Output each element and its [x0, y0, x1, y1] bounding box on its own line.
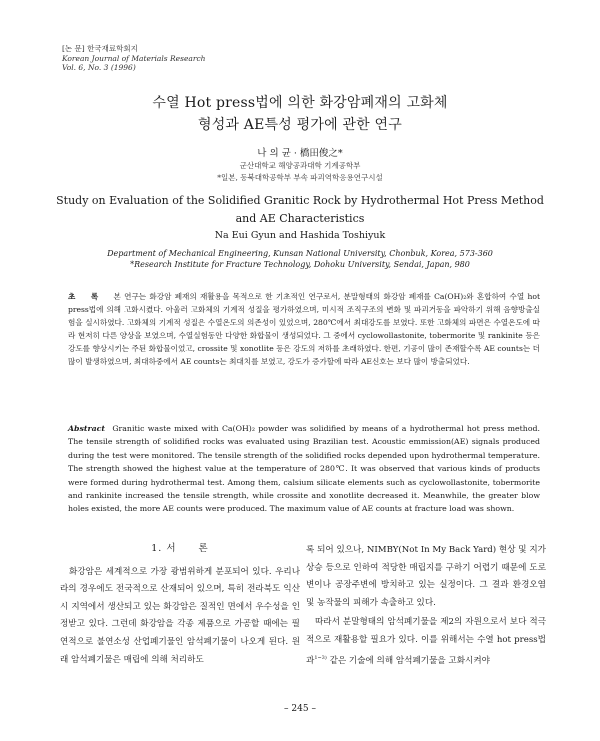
- journal-header-line2: Korean Journal of Materials Research: [62, 53, 206, 63]
- authors-korean: 나 의 균 · 橋田俊之*: [257, 148, 343, 159]
- affiliations-english: [0, 248, 600, 270]
- abstract-korean: [68, 290, 540, 368]
- authors-english: Na Eui Gyun and Hashida Toshiyuk: [214, 230, 386, 241]
- intro-paragraph-right-b-text: 따라서 분말형태의 암석폐기물을 제2의 자원으로서 보다 적극적으로 재활용할 필요가 있다. 이를 위해서는 수열 hot press법과: [306, 617, 546, 666]
- abstract-english-label: Abstract: [68, 424, 106, 433]
- title-english: Study on Evaluation of the Solidified Granitic Rock by Hydrothermal Hot Press Method and AE Characteristics: [56, 194, 544, 225]
- intro-paragraph-right-b: [306, 614, 546, 670]
- section-number: 1. 서: [151, 543, 177, 554]
- affiliations-korean: [0, 160, 600, 184]
- title-korean: [0, 92, 600, 136]
- affiliation-english-line1: Department of Mechanical Engineering, Kunsan National University, Chonbuk, Korea, 573-360: [107, 249, 493, 258]
- title-korean-line2: 형성과 AE특성 평가에 관한 연구: [197, 117, 403, 133]
- reference-superscript: 1~3): [314, 654, 327, 661]
- affiliation-korean-line2: *일본, 동북대학공학부 부속 파괴역학응용연구시설: [217, 173, 383, 182]
- journal-header: [62, 44, 205, 73]
- intro-paragraph-right-c-text: 같은 기술에 의해 암석폐기물을 고화시켜야: [329, 655, 490, 666]
- abstract-korean-label: 초 록: [68, 292, 105, 301]
- page-number: – 245 –: [284, 704, 316, 714]
- section-title-tail: 론: [198, 543, 209, 554]
- abstract-english-text: Granitic waste mixed with Ca(OH)₂ powder was solidified by means of a hydrothermal hot press method. The tensile strength of solidified rocks was evaluated using Brazilian test. Acoustic emmission(AE) signals produced during the test were monitored. The tensile strength of the solidified rocks depended upon hydrothermal temperature. The strength showed the highest value at the temperature of 280℃. It was observed that various kinds of products were formed during hydrothermal test. Among them, calsium silicate elements such as cyclowollastonite, tobermorite and rankinite increased the tensile strength, while crossite and xonotlite decreased it. Meanwhile, the greater blow holes existed, the more AE counts were produced. The maximum value of AE counts at fracture load was shown.: [68, 424, 540, 514]
- intro-paragraph-left: 화강암은 세계적으로 가장 광범위하게 분포되어 있다. 우리나라의 경우에도 전국적으로 산재되어 있으며, 특히 전라북도 익산시 지역에서 생산되고 있는 화강암은 질적인 면에서 우수성을 인정받고 있다. 그런데 화강암을 각종 제품으로 가공할 때에는 필연적으로 불연소성 산업폐기물인 암석폐기물이 나오게 된다. 원래 암석폐기물은 매립에 의해 처리하도: [60, 566, 300, 665]
- affiliation-english-line2: *Research Institute for Fracture Technology, Dohoku University, Sendai, Japan, 980: [130, 260, 470, 269]
- intro-paragraph-right-a: 록 되어 있으나, NIMBY(Not In My Back Yard) 현상 및 지가상승 등으로 인하여 적당한 매립지를 구하기 어렵기 때문에 도로변이나 공장주변에 방치하고 있는 실정이다. 그 결과 환경오염 및 농작물의 피해가 속출하고 있다.: [306, 545, 546, 608]
- journal-header-line1: [논 문] 한국재료학회지: [62, 44, 138, 53]
- journal-header-line3: Vol. 6, No. 3 (1996): [62, 63, 136, 72]
- abstract-english: [68, 422, 540, 516]
- body-column-left: [60, 540, 300, 669]
- title-korean-line1: 수열 Hot press법에 의한 화강암폐재의 고화체: [152, 95, 448, 111]
- abstract-korean-text: 본 연구는 화강암 폐재의 재활용을 목적으로 한 기초적인 연구로서, 분말형태의 화강암 폐재를 Ca(OH)₂와 혼합하여 수열 hot press법에 의해 고화시켰다. 아울러 고화체의 기계적 성질을 평가하였으며, 미시적 조직구조의 변화 및 파괴거동을 파악하기 위해 음향방출실험을 실시하였다. 고화체의 기계적 성질은 수열온도의 의존성이 있었으며, 280℃에서 최대강도를 보였다. 또한 고화체의 파면은 수열온도에 따라 현저히 다른 양상을 보였으며, 수열실험동안 다양한 화합물이 생성되었다. 그 중에서 cyclowollastonite, tobermorite 및 rankinite 등은 강도를 향상시키는 주된 화합물이었고, crossite 및 xonotlite 등은 강도의 저하를 초래하였다. 한편, 기공이 많이 존재할수록 AE counts는 더 많이 발생하였으며, 최대하중에서 AE counts는 최대치를 보였고, 강도가 증가할에 따라 AE신호는 보다 많이 방출되었다.: [68, 292, 540, 366]
- affiliation-korean-line1: 군산대학교 해양공과대학 기계공학부: [239, 161, 361, 170]
- section-heading: [60, 540, 300, 558]
- body-column-right: [306, 542, 546, 670]
